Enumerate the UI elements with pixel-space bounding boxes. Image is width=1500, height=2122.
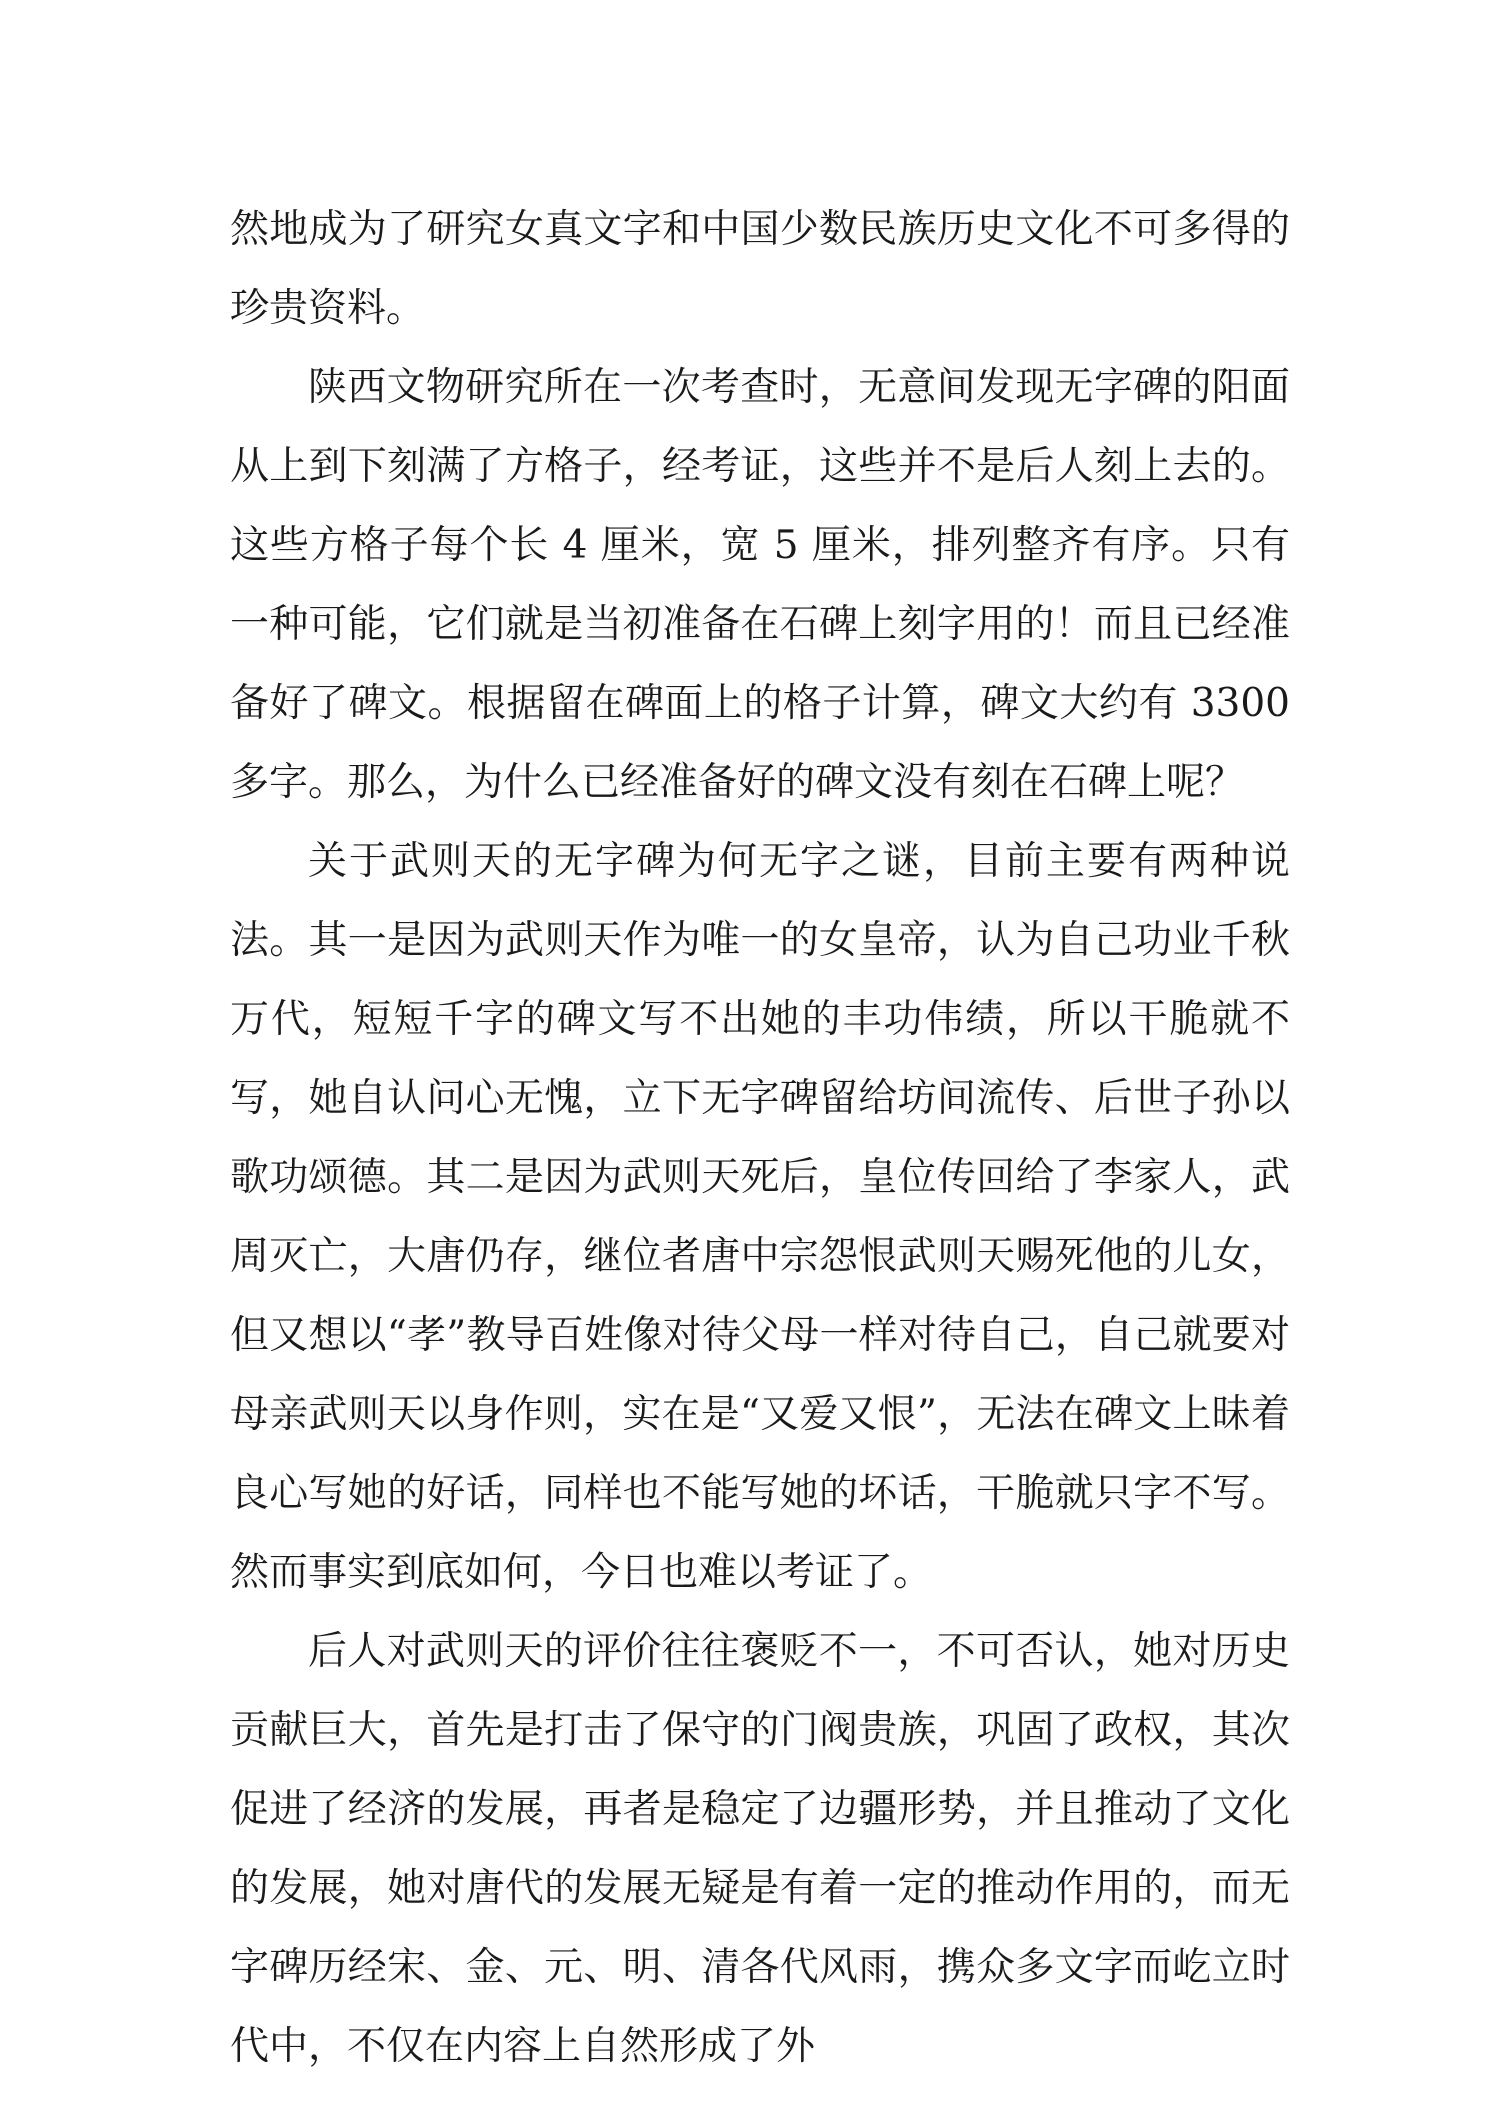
body-text bbox=[230, 190, 1290, 2086]
paragraph-1: 然地成为了研究女真文字和中国少数民族历史文化不可多得的珍贵资料。 bbox=[230, 207, 1290, 331]
paragraph-4: 后人对武则天的评价往往褒贬不一，不可否认，她对历史贡献巨大，首先是打击了保守的门阀贵族，巩固了政权，其次促进了经济的发展，再者是稳定了边疆形势，并且推动了文化的发展，她对唐代的发展无疑是有着一定的推动作用的，而无字碑历经宋、金、元、明、清各代风雨，携众多文字而屹立时代中，不仅在内容上自然形成了外 bbox=[230, 1629, 1290, 2069]
paragraph-3: 关于武则天的无字碑为何无字之谜，目前主要有两种说法。其一是因为武则天作为唯一的女皇帝，认为自己功业千秋万代，短短千字的碑文写不出她的丰功伟绩，所以干脆就不写，她自认问心无愧，立下无字碑留给坊间流传、后世子孙以歌功颂德。其二是因为武则天死后，皇位传回给了李家人，武周灭亡，大唐仍存，继位者唐中宗怨恨武则天赐死他的儿女，但又想以“孝”教导百姓像对待父母一样对待自己，自己就要对母亲武则天以身作则，实在是“又爱又恨”，无法在碑文上昧着良心写她的好话，同样也不能写她的坏话，干脆就只字不写。然而事实到底如何，今日也难以考证了。 bbox=[230, 839, 1290, 1595]
paragraph-2: 陕西文物研究所在一次考查时，无意间发现无字碑的阳面从上到下刻满了方格子，经考证，这些并不是后人刻上去的。这些方格子每个长 4 厘米，宽 5 厘米，排列整齐有序。只有一种可能，它们就是当初准备在石碑上刻字用的！而且已经准备好了碑文。根据留在碑面上的格子计算，碑文大约有 3300 多字。那么，为什么已经准备好的碑文没有刻在石碑上呢？ bbox=[230, 365, 1290, 805]
